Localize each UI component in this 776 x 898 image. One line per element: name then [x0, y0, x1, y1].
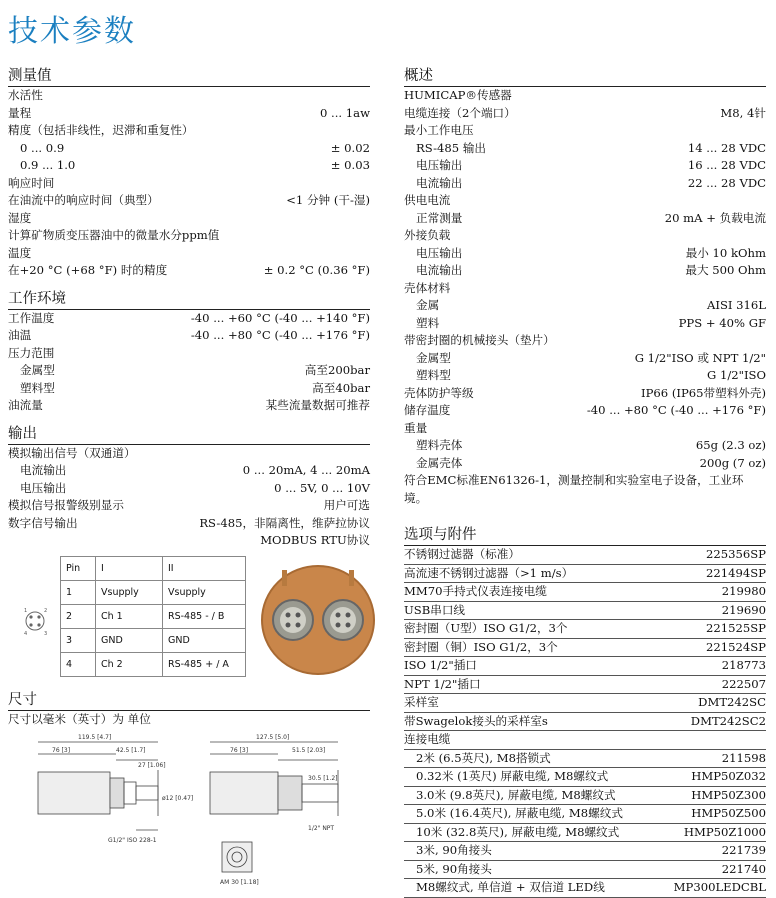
spec-row [404, 861, 766, 880]
environment-list [8, 310, 370, 415]
pin-table-cell: Vsupply [163, 580, 246, 604]
spec-row [404, 713, 766, 732]
spec-row [8, 515, 370, 533]
spec-row [404, 731, 766, 750]
spec-label: M8螺纹式, 单信道 + 双信道 LED线 [416, 880, 605, 894]
spec-row [404, 87, 766, 105]
spec-row [8, 210, 370, 228]
overview-list [404, 87, 766, 472]
spec-value: -40 ... +80 °C (-40 ... +176 °F) [586, 403, 766, 417]
spec-label: 储存温度 [404, 403, 451, 417]
spec-value: 16 ... 28 VDC [687, 158, 766, 172]
spec-label: 带Swagelok接头的采样室s [404, 713, 548, 728]
spec-label: 模拟信号报警级别显示 [8, 498, 124, 512]
spec-value: G 1/2"ISO [707, 368, 766, 382]
spec-label: 电流输出 [416, 263, 463, 277]
spec-value: 222507 [721, 676, 766, 691]
spec-label: 金属型 [416, 350, 451, 365]
dim-label-r1: 127.5 [5.0] [256, 734, 290, 741]
svg-text:1: 1 [24, 607, 28, 614]
spec-row [404, 402, 766, 420]
spec-value: 221494SP [705, 565, 766, 580]
spec-label: 10米 (32.8英尺), 屏蔽电缆, M8螺纹式 [416, 824, 620, 839]
spec-row [404, 842, 766, 861]
svg-text:3: 3 [44, 630, 48, 637]
spec-value: 0 ... 5V, 0 ... 10V [274, 480, 370, 495]
spec-label: RS-485 输出 [416, 140, 487, 155]
spec-row [8, 105, 370, 123]
measurement-heading: 测量值 [8, 66, 370, 87]
spec-value: 0 ... 20mA, 4 ... 20mA [242, 463, 370, 477]
dim-label-l1: 119.5 [4.7] [78, 734, 112, 741]
spec-row [404, 227, 766, 245]
spec-row [404, 192, 766, 210]
spec-label: 电流输出 [416, 175, 463, 190]
spec-label: 5米, 90角接头 [416, 861, 492, 876]
spec-row [8, 327, 370, 345]
spec-value: 某些流量数据可推荐 [265, 398, 370, 412]
spec-value: M8, 4针 [720, 105, 766, 120]
spec-label: 金属 [416, 298, 440, 312]
spec-label: 塑料型 [20, 380, 55, 395]
spec-value: G 1/2"ISO 或 NPT 1/2" [634, 350, 766, 365]
spec-value: 22 ... 28 VDC [687, 175, 766, 190]
spec-value: 0 ... 1aw [319, 105, 370, 120]
spec-value: 65g (2.3 oz) [695, 438, 766, 452]
spec-value: MODBUS RTU协议 [260, 533, 370, 547]
spec-label: 模拟输出信号（双通道） [8, 445, 136, 460]
spec-label: 0.32米 (1英尺) 屏蔽电缆, M8螺纹式 [416, 769, 609, 783]
spec-row [404, 583, 766, 602]
spec-value: 219980 [721, 584, 766, 598]
svg-text:2: 2 [44, 607, 48, 614]
spec-value: HMP50Z300 [691, 787, 766, 802]
spec-row [404, 297, 766, 315]
dimensions-heading: 尺寸 [8, 690, 370, 711]
spec-row [404, 315, 766, 333]
spec-value: 221525SP [705, 621, 766, 635]
spec-label: 电流输出 [20, 463, 67, 477]
spec-value: 20 mA + 负载电流 [664, 210, 766, 225]
spec-row [8, 227, 370, 245]
spec-label: 3.0米 (9.8英尺), 屏蔽电缆, M8螺纹式 [416, 787, 616, 802]
pin-table-cell: Vsupply [96, 580, 163, 604]
spec-row [404, 546, 766, 565]
pin-table-cell: 1 [61, 580, 96, 604]
spec-value: HMP50Z500 [691, 806, 766, 820]
spec-value: DMT242SC [698, 695, 766, 709]
spec-value: AISI 316L [707, 298, 766, 312]
pin-table-cell: Ch 2 [96, 652, 163, 676]
spec-label: 供电电流 [404, 193, 451, 207]
dim-label-l4: 27 [1.06] [138, 762, 166, 769]
spec-label: 高流速不锈钢过滤器（>1 m/s） [404, 565, 574, 580]
spec-label: 外接负载 [404, 228, 451, 242]
spec-label: NPT 1/2"插口 [404, 676, 481, 691]
spec-label: 最小工作电压 [404, 123, 474, 137]
connector-photo [258, 562, 378, 678]
spec-value: 211598 [721, 750, 766, 765]
spec-value: PPS + 40% GF [678, 315, 766, 330]
spec-row [404, 140, 766, 158]
output-list [8, 445, 370, 550]
spec-row [8, 480, 370, 498]
spec-value: HMP50Z032 [691, 769, 766, 783]
spec-value: 221740 [721, 861, 766, 876]
spec-row [8, 532, 370, 550]
spec-row [404, 210, 766, 228]
spec-row [8, 245, 370, 263]
spec-row [8, 175, 370, 193]
spec-value: HMP50Z1000 [683, 824, 766, 839]
spec-value: RS-485，非隔离性，维萨拉协议 [199, 515, 370, 530]
spec-label: 5.0米 (16.4英尺), 屏蔽电缆, M8螺纹式 [416, 806, 623, 820]
spec-row [8, 380, 370, 398]
spec-label: 响应时间 [8, 175, 55, 190]
spec-row [404, 620, 766, 639]
spec-row [404, 639, 766, 658]
spec-row [404, 824, 766, 843]
dim-label-d1: ø12 [0.47] [162, 795, 194, 802]
dim-label-l5: G1/2" ISO 228-1 [108, 837, 157, 844]
spec-label: 水活性 [8, 88, 43, 102]
spec-label: 电缆连接（2个端口） [404, 105, 516, 120]
spec-label: 2米 (6.5英尺), M8搭锁式 [416, 750, 551, 765]
spec-row [404, 122, 766, 140]
dim-label-l3: 42.5 [1.7] [116, 747, 146, 754]
spec-label: 正常测量 [416, 210, 463, 225]
spec-label: 电压输出 [20, 480, 67, 495]
spec-row [404, 694, 766, 713]
dim-label-r4: 30.5 [1.2] [308, 775, 338, 782]
spec-label: 压力范围 [8, 345, 55, 360]
spec-row [404, 437, 766, 455]
spec-label: 油流量 [8, 398, 43, 412]
dimension-svg [8, 730, 370, 890]
spec-label: 采样室 [404, 695, 439, 709]
dim-label-l2: 76 [3] [52, 747, 71, 754]
pin-table-cell: RS-485 - / B [163, 604, 246, 628]
spec-row [404, 768, 766, 787]
spec-value: -40 ... +80 °C (-40 ... +176 °F) [190, 328, 370, 342]
spec-label: 不锈钢过滤器（标准） [404, 547, 520, 561]
spec-label: 0 ... 0.9 [20, 140, 65, 155]
pin-table-cell: GND [163, 628, 246, 652]
spec-label: 壳体防护等级 [404, 385, 474, 400]
spec-label: 在+20 °C (+68 °F) 时的精度 [8, 263, 168, 277]
environment-heading: 工作环境 [8, 289, 370, 310]
spec-value: DMT242SC2 [690, 713, 766, 728]
spec-row [8, 157, 370, 175]
spec-label: USB串口线 [404, 602, 466, 617]
output-heading: 输出 [8, 424, 370, 445]
spec-label: 油温 [8, 328, 32, 342]
spec-value: 218773 [721, 658, 766, 672]
spec-row [404, 175, 766, 193]
pin-table-cell: Pin [61, 556, 96, 580]
spec-label: 重量 [404, 420, 428, 435]
spec-value: 用户可选 [323, 498, 370, 512]
spec-label: 在油流中的响应时间（典型） [8, 193, 159, 207]
connector-pin-icon [18, 604, 52, 638]
spec-row [404, 657, 766, 676]
pin-table [60, 556, 246, 677]
pin-table-row [61, 556, 246, 580]
spec-row [404, 455, 766, 473]
spec-row [8, 87, 370, 105]
spec-row [8, 445, 370, 463]
spec-row [8, 140, 370, 158]
spec-row [404, 262, 766, 280]
spec-value: 最大 500 Ohm [685, 263, 766, 277]
spec-label: 工作温度 [8, 310, 55, 325]
pin-table-row [61, 580, 246, 604]
spec-label: 精度（包括非线性，迟滞和重复性） [8, 123, 194, 137]
dim-label-r2: 76 [3] [230, 747, 249, 754]
spec-row [8, 362, 370, 380]
spec-row [404, 565, 766, 584]
spec-value: ± 0.03 [330, 158, 370, 172]
left-column [8, 66, 370, 890]
pin-table-cell: GND [96, 628, 163, 652]
spec-label: 壳体材料 [404, 280, 451, 295]
spec-label: HUMICAP®传感器 [404, 88, 512, 102]
spec-row [404, 332, 766, 350]
spec-row [8, 262, 370, 280]
pin-table-cell: 2 [61, 604, 96, 628]
spec-row [404, 280, 766, 298]
pin-table-cell: II [163, 556, 246, 580]
spec-row [8, 462, 370, 480]
spec-label: 密封圈（U型）ISO G1/2，3个 [404, 621, 568, 635]
spec-label: 密封圈（铜）ISO G1/2，3个 [404, 639, 558, 654]
spec-row [8, 397, 370, 415]
page-title: 技术参数 [8, 14, 136, 49]
spec-row [404, 157, 766, 175]
pin-table-row [61, 604, 246, 628]
spec-row [404, 420, 766, 438]
spec-label: 3米, 90角接头 [416, 843, 492, 857]
spec-row [8, 122, 370, 140]
pin-table-cell: I [96, 556, 163, 580]
pin-table-cell: 4 [61, 652, 96, 676]
spec-label: 电压输出 [416, 245, 463, 260]
spec-row [404, 350, 766, 368]
pin-diagram [8, 556, 370, 690]
svg-text:4: 4 [24, 630, 28, 637]
spec-value: ± 0.2 °C (0.36 °F) [263, 263, 370, 277]
spec-label: 塑料壳体 [416, 438, 463, 452]
spec-label: 塑料 [416, 315, 440, 330]
options-heading: 选项与附件 [404, 525, 766, 546]
spec-label: MM70手持式仪表连接电缆 [404, 584, 547, 598]
pin-table-row [61, 652, 246, 676]
spec-row [8, 310, 370, 328]
spec-row [8, 497, 370, 515]
spec-label: 塑料型 [416, 368, 451, 382]
spec-row [404, 367, 766, 385]
spec-value: -40 ... +60 °C (-40 ... +140 °F) [190, 310, 370, 325]
spec-label: 带密封圈的机械接头（垫片） [404, 333, 555, 347]
spec-row [404, 787, 766, 806]
spec-value: MP300LEDCBL [673, 880, 766, 894]
dim-label-r3: 51.5 [2.03] [292, 747, 326, 754]
spec-label: 温度 [8, 245, 32, 260]
spec-label: ISO 1/2"插口 [404, 658, 477, 672]
spec-row [404, 676, 766, 695]
pin-table-row [61, 628, 246, 652]
measurement-list [8, 87, 370, 280]
spec-label: 数字信号输出 [8, 515, 78, 530]
spec-label: 湿度 [8, 210, 32, 225]
spec-label: 0.9 ... 1.0 [20, 158, 76, 172]
spec-row [404, 602, 766, 621]
spec-value: 14 ... 28 VDC [687, 140, 766, 155]
spec-label: 金属型 [20, 363, 55, 377]
spec-row [404, 245, 766, 263]
spec-value: <1 分钟 (干-湿) [286, 193, 370, 207]
spec-value: 最小 10 kOhm [685, 245, 766, 260]
dimension-drawings [8, 730, 370, 890]
pin-table-cell: Ch 1 [96, 604, 163, 628]
spec-label: 电压输出 [416, 158, 463, 172]
pin-table-cell: RS-485 + / A [163, 652, 246, 676]
dimensions-subtitle: 尺寸以毫米（英寸）为 单位 [8, 711, 151, 726]
spec-row [404, 750, 766, 769]
spec-label: 量程 [8, 105, 32, 120]
spec-row [8, 192, 370, 210]
options-list [404, 546, 766, 898]
right-column [404, 66, 766, 898]
spec-value: IP66 (IP65带塑料外壳) [641, 385, 766, 400]
spec-label: 连接电缆 [404, 732, 451, 746]
spec-row [404, 105, 766, 123]
dim-label-r6: AM 30 [1.18] [220, 879, 259, 886]
overview-heading: 概述 [404, 66, 766, 87]
spec-value: 221524SP [705, 639, 766, 654]
spec-row [404, 805, 766, 824]
emc-note: 符合EMC标准EN61326-1，测量控制和实验室电子设备，工业环境。 [404, 473, 744, 505]
pin-table-cell: 3 [61, 628, 96, 652]
spec-row [404, 385, 766, 403]
spec-row [8, 345, 370, 363]
spec-value: 219690 [721, 602, 766, 617]
spec-label: 金属壳体 [416, 455, 463, 470]
spec-label: 计算矿物质变压器油中的微量水分ppm值 [8, 228, 220, 242]
spec-value: 高至40bar [312, 380, 370, 395]
spec-value: 221739 [721, 843, 766, 857]
spec-value: 高至200bar [304, 363, 370, 377]
spec-value: ± 0.02 [330, 140, 370, 155]
spec-value: 225356SP [705, 547, 766, 561]
dim-label-r5: 1/2" NPT [308, 825, 335, 832]
spec-value: 200g (7 oz) [699, 455, 766, 470]
